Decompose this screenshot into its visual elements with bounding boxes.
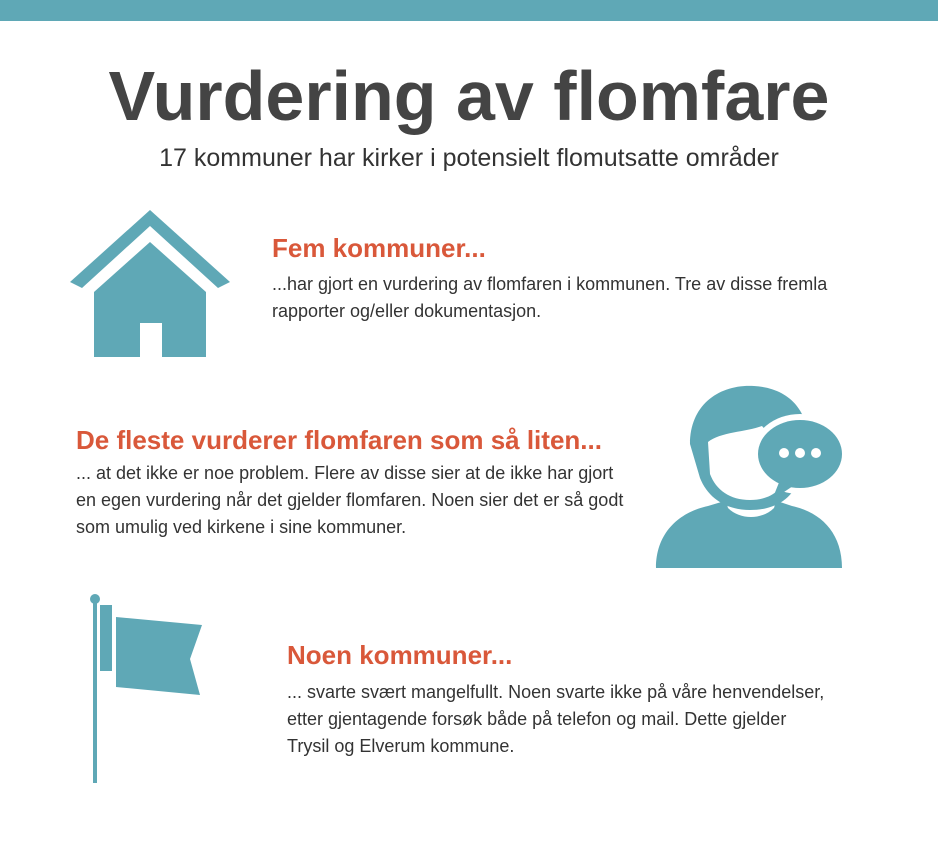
house-icon <box>70 210 230 358</box>
top-accent-bar <box>0 0 938 21</box>
section-text-noen-kommuner: ... svarte svært mangelfullt. Noen svarte ikke på våre henvendelser, etter gjentagende forsøk både på telefon og mail. Dette gjelder Trysil og Elverum kommune. <box>287 682 825 756</box>
person-speech-icon <box>650 382 850 572</box>
section-text-de-fleste: ... at det ikke er noe problem. Flere av disse sier at de ikke har gjort en egen vurdering når det gjelder flomfaren. Noen sier det er så godt som umulig ved kirkene i sine kommuner. <box>76 463 624 537</box>
flag-icon <box>86 593 206 783</box>
page-subtitle: 17 kommuner har kirker i potensielt flomutsatte områder <box>159 144 779 172</box>
section-text-fem-kommuner: ...har gjort en vurdering av flomfaren i kommunen. Tre av disse fremla rapporter og/eller dokumentasjon. <box>272 274 828 321</box>
section-heading-de-fleste: De fleste vurderer flomfaren som så liten... <box>76 425 602 455</box>
section-heading-noen-kommuner: Noen kommuner... <box>287 640 513 670</box>
section-heading-fem-kommuner: Fem kommuner... <box>272 233 486 263</box>
page-title: Vurdering av flomfare <box>108 57 830 135</box>
